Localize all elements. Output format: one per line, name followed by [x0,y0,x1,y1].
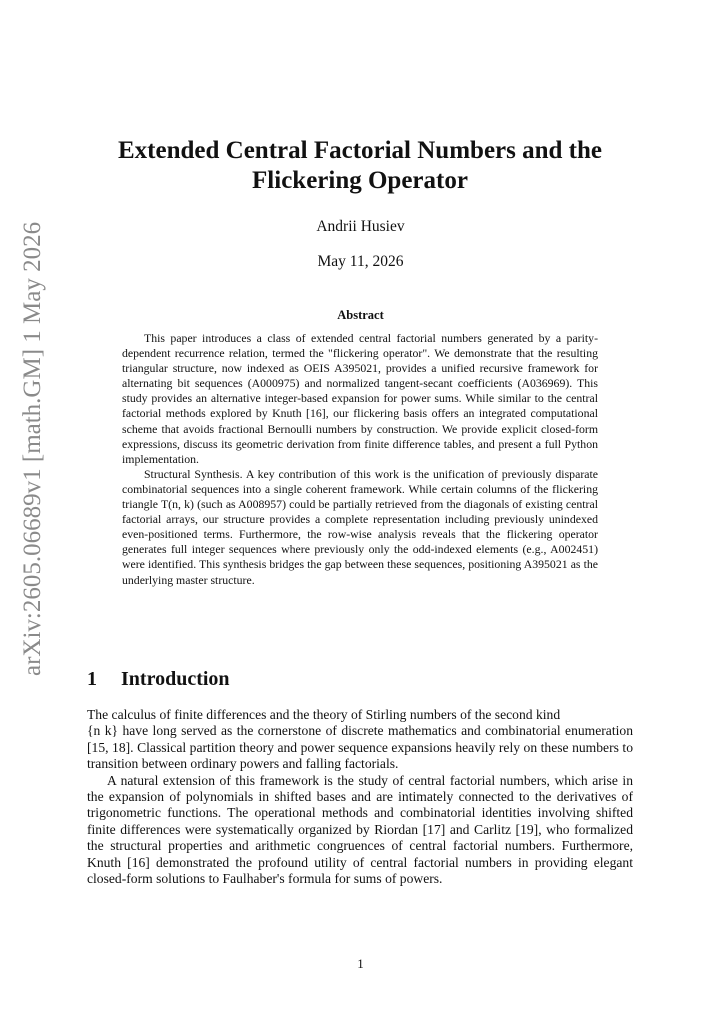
intro-paragraph-1-rest: have long served as the cornerstone of discrete mathematics and combinatorial enumeration [15, 18]. Classical partition theory and power sequence expansions heavily rely on these numbers to transition between ordinary powers and falling factorials. [87,723,633,772]
page-number: 1 [357,956,364,971]
publication-date: May 11, 2026 [317,253,404,270]
stirling-symbol: {n k} [87,723,119,739]
intro-paragraph-2: A natural extension of this framework is the study of central factorial numbers, which arise in the expansion of polynomials in shifted bases and are intimately connected to the derivatives of trigonometric functions. The operational methods and combinatorial identities involving shifted finite differences were systematically organized by Riordan [17] and Carlitz [19], who formalized the structural properties and arithmetic congruences of central factorial numbers. Furthermore, Knuth [16] demonstrated the profound utility of central factorial numbers in providing elegant closed-form solutions to Faulhaber's formula for sums of powers. [87,772,633,887]
abstract-heading: Abstract [337,308,384,322]
introduction-body [87,707,633,887]
paper-title [80,136,640,196]
abstract-paragraph-2: Structural Synthesis. A key contribution of this work is the unification of previously disparate combinatorial sequences into a single coherent framework. While certain columns of the flickering triangle T(n, k) (such as A008957) could be partially retrieved from the diagonals of existing central factorial arrays, our structure provides a complete representation including previously unindexed even-positioned terms. Furthermore, the row-wise analysis reveals that the flickering operator generates full integer sequences where previously only the odd-indexed elements (e.g., A002451) were identified. This synthesis bridges the gap between these sequences, positioning A395021 as the underlying master structure. [122,466,598,587]
title-line-1: Extended Central Factorial Numbers and the [118,137,602,164]
title-line-2: Flickering Operator [252,167,468,194]
section-heading [87,668,647,691]
abstract-body [122,331,598,588]
section-title: Introduction [121,668,230,690]
intro-paragraph-1 [87,707,633,773]
section-number: 1 [87,668,97,690]
arxiv-margin-stamp: arXiv:2605.06689v1 [math.GM] 1 May 2026 [19,221,46,676]
abstract-paragraph-1: This paper introduces a class of extended central factorial numbers generated by a parity-dependent recurrence relation, termed the "flickering operator". We demonstrate that the resulting triangular structure, now indexed as OEIS A395021, provides a unified recursive framework for alternating bit sequences (A000975) and normalized tangent-secant coefficients (A036969). This study provides an alternative integer-based expansion for power sums. While similar to the central factorial methods explored by Knuth [16], our flickering basis offers an integrated computational scheme that avoids fractional Bernoulli numbers by construction. We provide explicit closed-form expressions, discuss its geometric derivation from finite difference tables, and present a full Python implementation. [122,331,598,466]
author-name: Andrii Husiev [316,218,405,235]
intro-paragraph-1-lead: The calculus of finite differences and the theory of Stirling numbers of the second kind [87,707,561,722]
